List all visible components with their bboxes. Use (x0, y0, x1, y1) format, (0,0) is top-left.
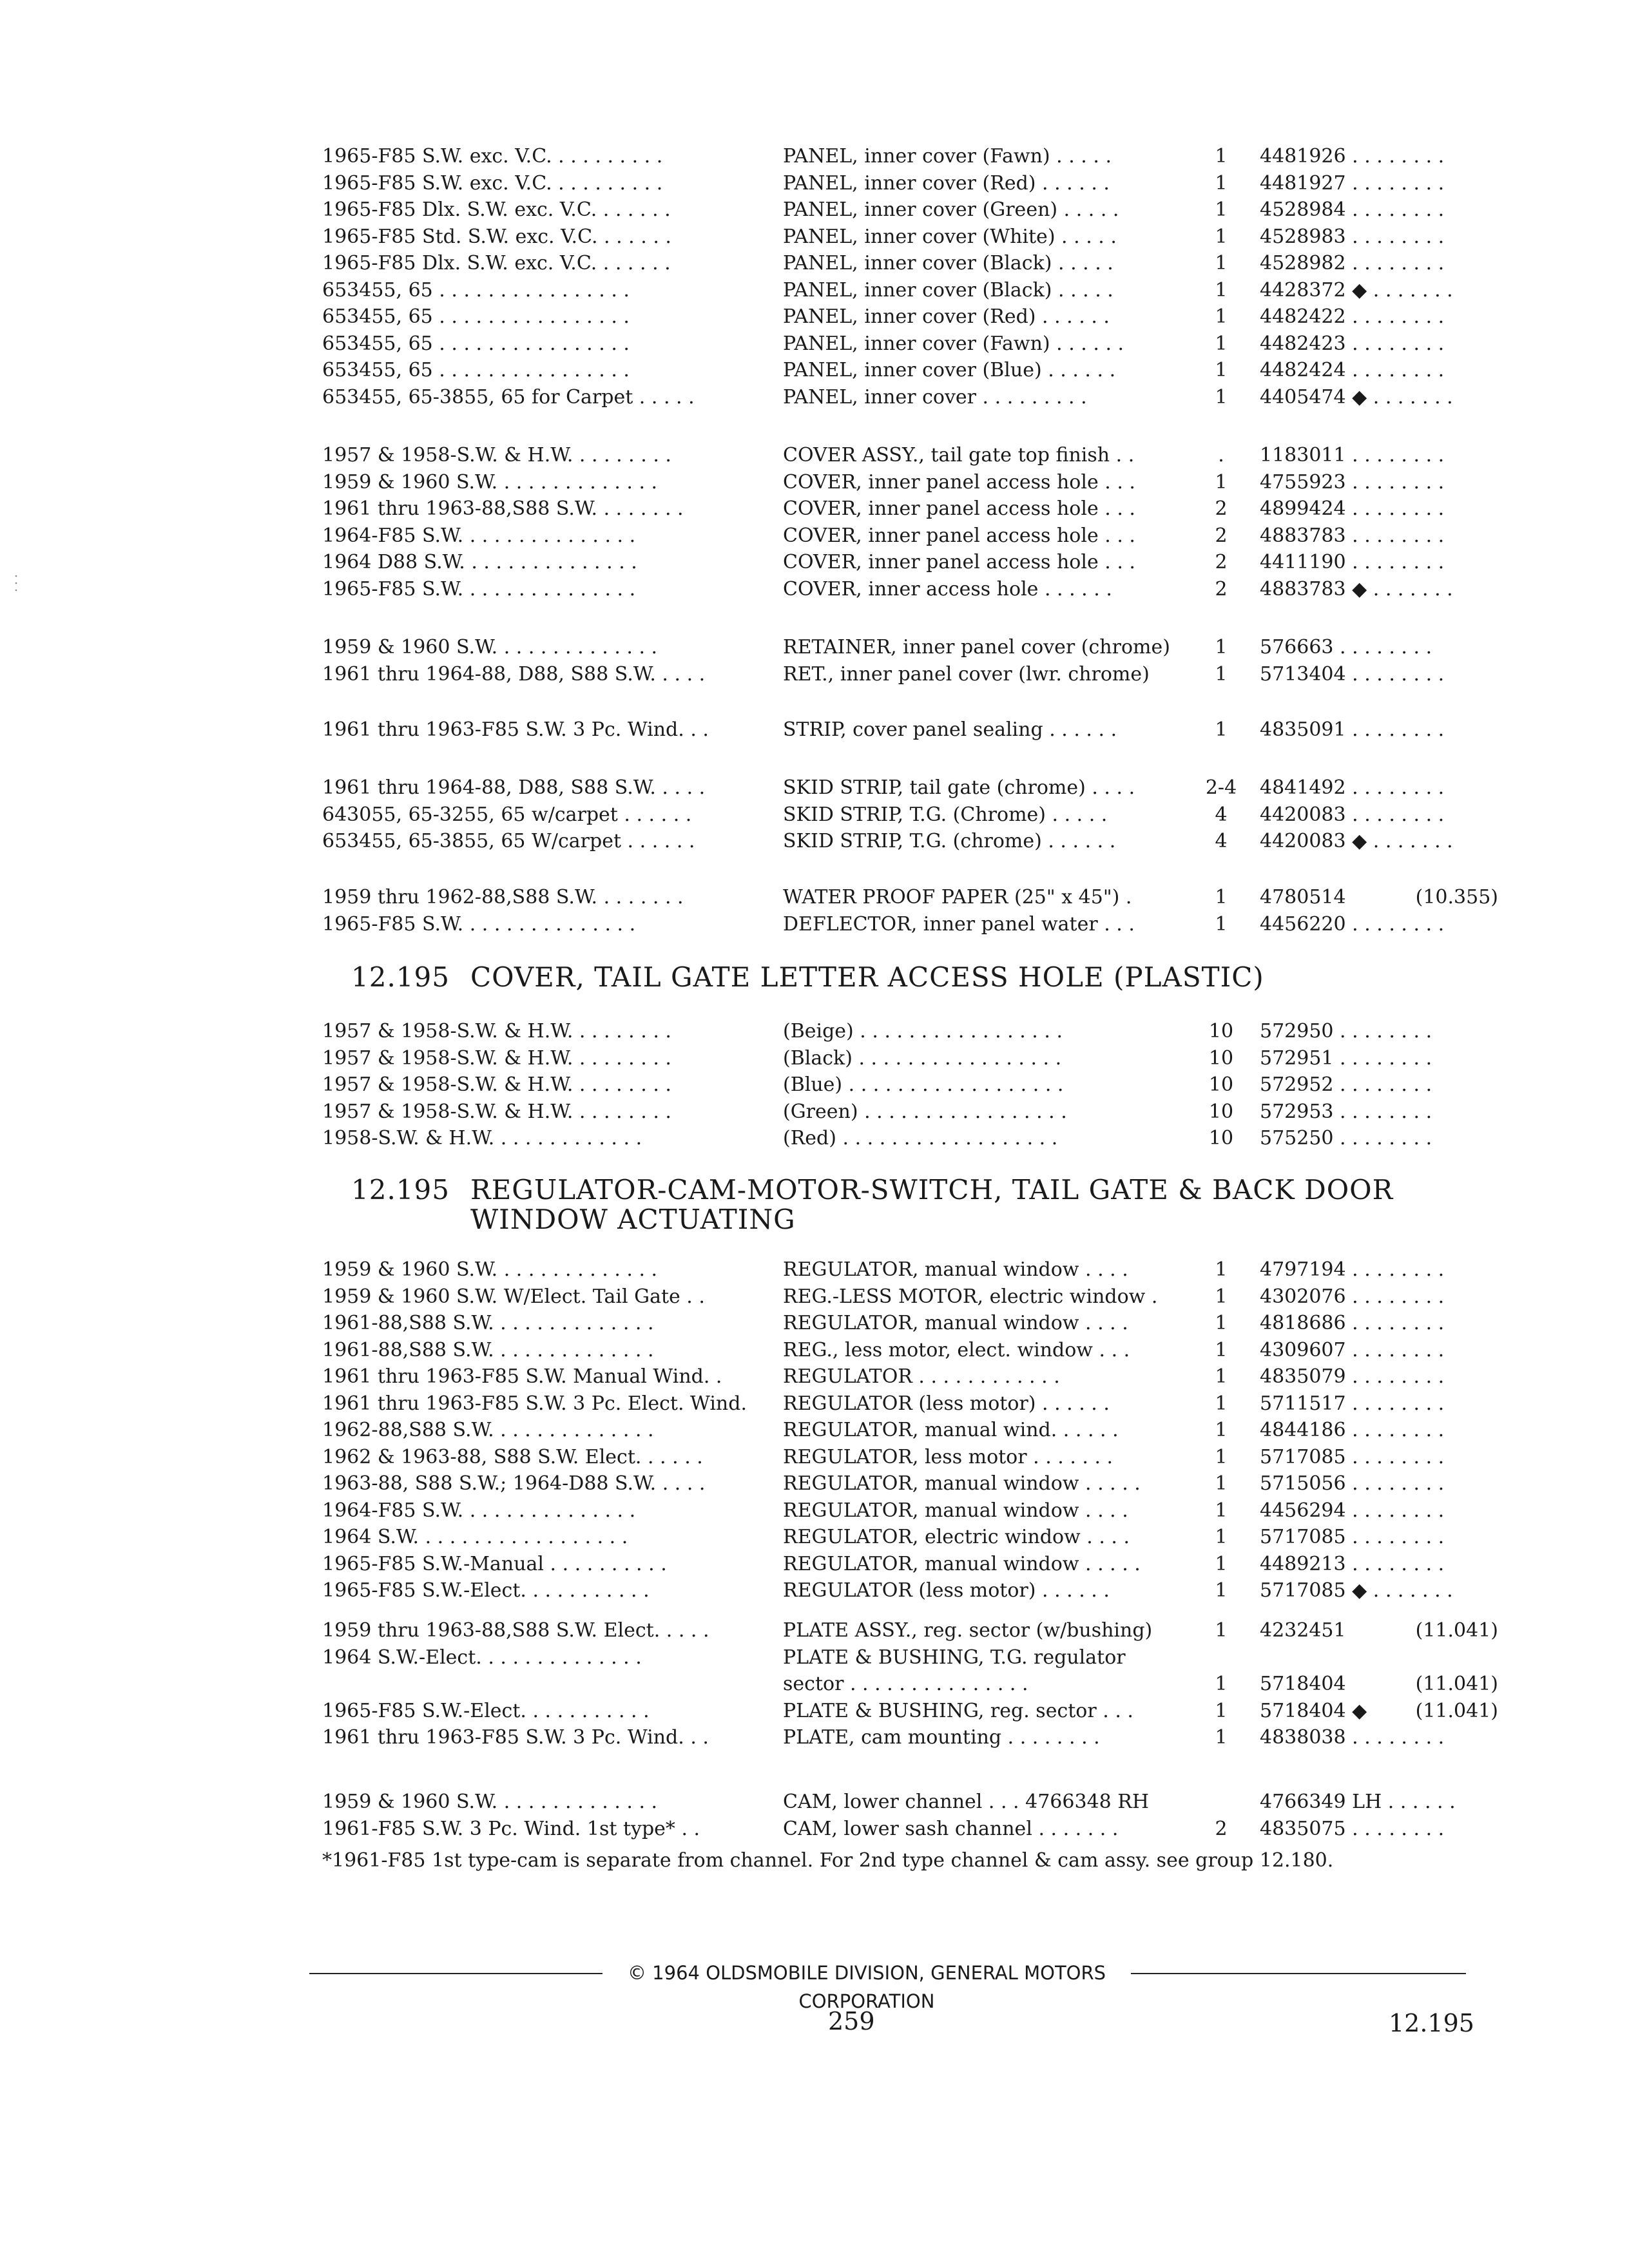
application-text: 1961 thru 1963-88,S88 S.W. . . . . . . . (322, 497, 684, 520)
part-number-text: 4835091 . . . . . . . . (1260, 718, 1445, 741)
part-number-text: 5717085 . . . . . . . . (1260, 1446, 1445, 1468)
description-text: SKID STRIP, T.G. (chrome) . . . . . . (783, 830, 1116, 852)
application-text: 653455, 65-3855, 65 W/carpet . . . . . . (322, 830, 695, 852)
part-number-text: 5718404 (1260, 1673, 1346, 1695)
description-text: REGULATOR (less motor) . . . . . . (783, 1392, 1110, 1415)
heading-title: REGULATOR-CAM-MOTOR-SWITCH, TAIL GATE & BACK DOOR (470, 1174, 1394, 1206)
part-number-text: 4411190 . . . . . . . . (1260, 551, 1445, 573)
description-text: SKID STRIP, tail gate (chrome) . . . . (783, 776, 1135, 799)
quantity-text: 1 (1215, 1446, 1228, 1468)
description-text: PANEL, inner cover (Black) . . . . . (783, 252, 1113, 274)
application-text: 1958-S.W. & H.W. . . . . . . . . . . . . (322, 1127, 642, 1149)
description-text: REGULATOR, manual window . . . . (783, 1258, 1128, 1281)
quantity-text: 1 (1215, 1365, 1228, 1388)
application-text: 1959 & 1960 S.W. . . . . . . . . . . . . . (322, 636, 658, 658)
part-row (0, 1497, 1629, 1524)
application-text: 1959 & 1960 S.W. . . . . . . . . . . . . . (322, 1791, 658, 1813)
part-number-text: 4899424 . . . . . . . . (1260, 497, 1445, 520)
quantity-text: 1 (1215, 663, 1228, 686)
part-number-text: 572952 . . . . . . . . (1260, 1073, 1432, 1096)
description-text: REGULATOR, less motor . . . . . . . (783, 1446, 1113, 1468)
application-text: 1961-F85 S.W. 3 Pc. Wind. 1st type* . . (322, 1818, 700, 1840)
part-row (0, 1577, 1629, 1604)
quantity-text: 1 (1215, 1258, 1228, 1281)
application-text: 1964-F85 S.W. . . . . . . . . . . . . . . (322, 524, 636, 547)
part-row (0, 1283, 1629, 1311)
application-text: 1959 thru 1963-88,S88 S.W. Elect. . . . . (322, 1619, 709, 1642)
part-row (0, 634, 1629, 661)
part-number-text: 5718404 ◆ (1260, 1700, 1367, 1722)
application-text: 1957 & 1958-S.W. & H.W. . . . . . . . . (322, 444, 671, 466)
part-row (0, 1018, 1629, 1045)
quantity-text: 1 (1215, 1700, 1228, 1722)
application-text: 1965-F85 Dlx. S.W. exc. V.C. . . . . . . (322, 252, 671, 274)
quantity-text: 4 (1215, 830, 1228, 852)
application-text: 653455, 65 . . . . . . . . . . . . . . . . (322, 279, 630, 302)
application-text: 1961 thru 1963-F85 S.W. 3 Pc. Wind. . . (322, 1726, 709, 1749)
description-text: STRIP, cover panel sealing . . . . . . (783, 718, 1117, 741)
part-row (0, 469, 1629, 496)
part-number-text: 4755923 . . . . . . . . (1260, 471, 1445, 494)
part-row (0, 661, 1629, 688)
heading-number: 12.195 (351, 961, 450, 993)
part-number-text: 4835079 . . . . . . . . (1260, 1365, 1445, 1388)
application-text: 1957 & 1958-S.W. & H.W. . . . . . . . . (322, 1047, 671, 1070)
quantity-text: 10 (1208, 1073, 1234, 1096)
description-text: CAM, lower channel . . . 4766348 RH (783, 1791, 1150, 1813)
section-heading (351, 1174, 1394, 1235)
part-number-text: 5717085 ◆ . . . . . . . (1260, 1579, 1453, 1602)
part-row (0, 143, 1629, 170)
part-row (0, 197, 1629, 224)
quantity-text: 10 (1208, 1127, 1234, 1149)
part-number-text: 4489213 . . . . . . . . (1260, 1553, 1445, 1575)
part-row (0, 774, 1629, 802)
application-text: 1957 & 1958-S.W. & H.W. . . . . . . . . (322, 1100, 671, 1123)
description-text: WATER PROOF PAPER (25" x 45") . (783, 886, 1132, 908)
description-text: REGULATOR, electric window . . . . (783, 1526, 1130, 1548)
description-text: COVER, inner panel access hole . . . (783, 524, 1135, 547)
heading-subtitle: WINDOW ACTUATING (470, 1204, 796, 1235)
description-text: (Blue) . . . . . . . . . . . . . . . . . . (783, 1073, 1064, 1096)
description-text: PLATE, cam mounting . . . . . . . . (783, 1726, 1100, 1749)
quantity-text: 1 (1215, 1553, 1228, 1575)
quantity-text: 1 (1215, 1526, 1228, 1548)
quantity-text: 1 (1215, 252, 1228, 274)
application-text: 1959 & 1960 S.W. . . . . . . . . . . . . . (322, 1258, 658, 1281)
scan-speck-mark (14, 573, 18, 593)
part-row (0, 716, 1629, 744)
part-row (0, 802, 1629, 829)
quantity-text: 1 (1215, 1726, 1228, 1749)
section-heading (351, 963, 1264, 992)
application-text: 1957 & 1958-S.W. & H.W. . . . . . . . . (322, 1073, 671, 1096)
description-text: REGULATOR, manual window . . . . (783, 1499, 1128, 1522)
quantity-text: . (1218, 444, 1224, 466)
quantity-text: 1 (1215, 1312, 1228, 1334)
application-text: 1965-F85 S.W. exc. V.C. . . . . . . . . . (322, 145, 663, 168)
part-row (0, 911, 1629, 938)
description-text: PANEL, inner cover (Black) . . . . . (783, 279, 1113, 302)
group-reference-text: (10.355) (1415, 886, 1498, 908)
application-text: 1965-F85 S.W.-Elect. . . . . . . . . . . (322, 1700, 650, 1722)
part-number-text: 4797194 . . . . . . . . (1260, 1258, 1445, 1281)
part-number-text: 4780514 (1260, 886, 1346, 908)
page-number: 259 (828, 2007, 875, 2035)
part-row (0, 1524, 1629, 1551)
description-text: RET., inner panel cover (lwr. chrome) (783, 663, 1150, 686)
application-text: 1964 S.W. . . . . . . . . . . . . . . . . . (322, 1526, 628, 1548)
part-number-text: 5711517 . . . . . . . . (1260, 1392, 1445, 1415)
description-text: RETAINER, inner panel cover (chrome) (783, 636, 1170, 658)
part-row (0, 357, 1629, 384)
part-row (0, 1671, 1629, 1698)
quantity-text: 1 (1215, 172, 1228, 195)
application-text: 1965-F85 S.W. . . . . . . . . . . . . . . (322, 578, 636, 601)
part-row (0, 170, 1629, 197)
description-text: COVER ASSY., tail gate top finish . . (783, 444, 1135, 466)
quantity-text: 10 (1208, 1020, 1234, 1043)
description-text: REG.-LESS MOTOR, electric window . (783, 1285, 1158, 1308)
part-row (0, 1390, 1629, 1418)
description-text: (Red) . . . . . . . . . . . . . . . . . . (783, 1127, 1058, 1149)
quantity-text: 1 (1215, 1499, 1228, 1522)
part-row (0, 1099, 1629, 1126)
description-text: PANEL, inner cover (Fawn) . . . . . . (783, 332, 1124, 355)
copyright-notice: © 1964 OLDSMOBILE DIVISION, GENERAL MOTORS CORPORATION (627, 1962, 1106, 2012)
part-row (0, 1417, 1629, 1444)
description-text: REGULATOR, manual window . . . . . (783, 1472, 1141, 1495)
quantity-text: 1 (1215, 145, 1228, 168)
part-row (0, 303, 1629, 331)
part-row (0, 1617, 1629, 1644)
description-text: PANEL, inner cover (Fawn) . . . . . (783, 145, 1112, 168)
part-number-text: 572953 . . . . . . . . (1260, 1100, 1432, 1123)
application-text: 1961 thru 1964-88, D88, S88 S.W. . . . . (322, 663, 706, 686)
description-text: sector . . . . . . . . . . . . . . . (783, 1673, 1028, 1695)
part-number-text: 575250 . . . . . . . . (1260, 1127, 1432, 1149)
application-text: 653455, 65 . . . . . . . . . . . . . . . . (322, 305, 630, 328)
part-row (0, 549, 1629, 576)
quantity-text: 1 (1215, 1392, 1228, 1415)
application-text: 1961 thru 1963-F85 S.W. 3 Pc. Wind. . . (322, 718, 709, 741)
application-text: 1965-F85 S.W. . . . . . . . . . . . . . . (322, 913, 636, 936)
description-text: COVER, inner access hole . . . . . . (783, 578, 1112, 601)
part-row (0, 1698, 1629, 1725)
footer-rule-left (309, 1973, 602, 1974)
quantity-text: 1 (1215, 332, 1228, 355)
part-row (0, 1444, 1629, 1471)
application-text: 1961 thru 1964-88, D88, S88 S.W. . . . . (322, 776, 706, 799)
description-text: CAM, lower sash channel . . . . . . . (783, 1818, 1119, 1840)
part-row (0, 277, 1629, 304)
part-number-text: 4528982 . . . . . . . . (1260, 252, 1445, 274)
application-text: 1961 thru 1963-F85 S.W. Manual Wind. . (322, 1365, 722, 1388)
description-text: PANEL, inner cover (Red) . . . . . . (783, 305, 1110, 328)
footer-rule-right (1131, 1973, 1466, 1974)
quantity-text: 1 (1215, 1472, 1228, 1495)
application-text: 1961-88,S88 S.W. . . . . . . . . . . . . . (322, 1312, 654, 1334)
description-text: (Black) . . . . . . . . . . . . . . . . . (783, 1047, 1062, 1070)
quantity-text: 1 (1215, 886, 1228, 908)
group-reference-text: (11.041) (1415, 1700, 1498, 1722)
quantity-text: 2 (1215, 578, 1228, 601)
part-row (0, 1125, 1629, 1152)
part-row (0, 884, 1629, 911)
application-text: 1959 thru 1962-88,S88 S.W. . . . . . . . (322, 886, 684, 908)
part-number-text: 4456294 . . . . . . . . (1260, 1499, 1445, 1522)
quantity-text: 1 (1215, 305, 1228, 328)
application-text: 1961-88,S88 S.W. . . . . . . . . . . . . . (322, 1339, 654, 1361)
application-text: 653455, 65 . . . . . . . . . . . . . . . . (322, 332, 630, 355)
heading-title: COVER, TAIL GATE LETTER ACCESS HOLE (PLASTIC) (470, 961, 1264, 993)
description-text: PLATE & BUSHING, T.G. regulator (783, 1646, 1126, 1669)
part-number-text: 4232451 (1260, 1619, 1346, 1642)
part-number-text: 4528983 . . . . . . . . (1260, 226, 1445, 248)
part-row (0, 1072, 1629, 1099)
application-text: 1964 D88 S.W. . . . . . . . . . . . . . . (322, 551, 637, 573)
part-row (0, 828, 1629, 855)
description-text: REGULATOR, manual window . . . . . (783, 1553, 1141, 1575)
part-number-text: 4482423 . . . . . . . . (1260, 332, 1445, 355)
part-number-text: 4302076 . . . . . . . . (1260, 1285, 1445, 1308)
part-number-text: 4420083 ◆ . . . . . . . (1260, 830, 1453, 852)
part-number-text: 572951 . . . . . . . . (1260, 1047, 1432, 1070)
part-row (0, 1816, 1629, 1843)
part-row (0, 1256, 1629, 1283)
part-number-text: 4428372 ◆ . . . . . . . (1260, 279, 1453, 302)
description-text: PANEL, inner cover (White) . . . . . (783, 226, 1117, 248)
description-text: PLATE ASSY., reg. sector (w/bushing) (783, 1619, 1153, 1642)
application-text: 1965-F85 S.W.-Elect. . . . . . . . . . . (322, 1579, 650, 1602)
application-text: 1957 & 1958-S.W. & H.W. . . . . . . . . (322, 1020, 671, 1043)
part-row (0, 523, 1629, 550)
quantity-text: 2 (1215, 524, 1228, 547)
quantity-text: 1 (1215, 1339, 1228, 1361)
quantity-text: 1 (1215, 1419, 1228, 1441)
quantity-text: 1 (1215, 718, 1228, 741)
part-number-text: 4883783 ◆ . . . . . . . (1260, 578, 1453, 601)
part-row (0, 1045, 1629, 1072)
quantity-text: 1 (1215, 1285, 1228, 1308)
quantity-text: 1 (1215, 1673, 1228, 1695)
part-row (0, 495, 1629, 523)
quantity-text: 1 (1215, 471, 1228, 494)
quantity-text: 1 (1215, 1619, 1228, 1642)
description-text: COVER, inner panel access hole . . . (783, 471, 1135, 494)
part-number-text: 4481927 . . . . . . . . (1260, 172, 1445, 195)
quantity-text: 10 (1208, 1100, 1234, 1123)
part-row (0, 224, 1629, 251)
application-text: 1964-F85 S.W. . . . . . . . . . . . . . . (322, 1499, 636, 1522)
part-number-text: 4420083 . . . . . . . . (1260, 803, 1445, 826)
part-row (0, 1363, 1629, 1390)
part-row (0, 1724, 1629, 1751)
quantity-text: 2 (1215, 1818, 1228, 1840)
footnote: *1961-F85 1st type-cam is separate from channel. For 2nd type channel & cam assy. see group 12.180. (322, 1849, 1334, 1872)
part-row (0, 442, 1629, 469)
part-number-text: 576663 . . . . . . . . (1260, 636, 1432, 658)
application-text: 653455, 65 . . . . . . . . . . . . . . . . (322, 359, 630, 381)
description-text: PLATE & BUSHING, reg. sector . . . (783, 1700, 1133, 1722)
description-text: PANEL, inner cover (Blue) . . . . . . (783, 359, 1116, 381)
part-number-text: 4481926 . . . . . . . . (1260, 145, 1445, 168)
quantity-text: 2 (1215, 551, 1228, 573)
application-text: 643055, 65-3255, 65 w/carpet . . . . . . (322, 803, 692, 826)
part-number-text: 4838038 . . . . . . . . (1260, 1726, 1445, 1749)
quantity-text: 2 (1215, 497, 1228, 520)
application-text: 1964 S.W.-Elect. . . . . . . . . . . . . . (322, 1646, 642, 1669)
group-reference-text: (11.041) (1415, 1619, 1498, 1642)
description-text: COVER, inner panel access hole . . . (783, 551, 1135, 573)
part-number-text: 4482424 . . . . . . . . (1260, 359, 1445, 381)
quantity-text: 1 (1215, 279, 1228, 302)
part-number-text: 4835075 . . . . . . . . (1260, 1818, 1445, 1840)
part-number-text: 4482422 . . . . . . . . (1260, 305, 1445, 328)
quantity-text: 1 (1215, 636, 1228, 658)
part-row (0, 250, 1629, 277)
quantity-text: 1 (1215, 913, 1228, 936)
quantity-text: 1 (1215, 386, 1228, 408)
quantity-text: 4 (1215, 803, 1228, 826)
part-row (0, 1470, 1629, 1497)
part-number-text: 572950 . . . . . . . . (1260, 1020, 1432, 1043)
part-row (0, 1337, 1629, 1364)
heading-number: 12.195 (351, 1174, 450, 1206)
part-number-text: 4528984 . . . . . . . . (1260, 198, 1445, 221)
quantity-text: 2-4 (1205, 776, 1237, 799)
quantity-text: 1 (1215, 198, 1228, 221)
part-number-text: 4818686 . . . . . . . . (1260, 1312, 1445, 1334)
part-number-text: 5717085 . . . . . . . . (1260, 1526, 1445, 1548)
part-number-text: 5715056 . . . . . . . . (1260, 1472, 1445, 1495)
application-text: 653455, 65-3855, 65 for Carpet . . . . . (322, 386, 695, 408)
part-row (0, 1644, 1629, 1671)
application-text: 1962-88,S88 S.W. . . . . . . . . . . . . . (322, 1419, 654, 1441)
part-row (0, 1551, 1629, 1578)
quantity-text: 1 (1215, 226, 1228, 248)
part-number-text: 4405474 ◆ . . . . . . . (1260, 386, 1453, 408)
application-text: 1965-F85 Std. S.W. exc. V.C. . . . . . . (322, 226, 671, 248)
description-text: DEFLECTOR, inner panel water . . . (783, 913, 1135, 936)
part-row (0, 576, 1629, 603)
part-row (0, 331, 1629, 358)
description-text: PANEL, inner cover . . . . . . . . . (783, 386, 1087, 408)
quantity-text: 10 (1208, 1047, 1234, 1070)
description-text: REGULATOR . . . . . . . . . . . . (783, 1365, 1060, 1388)
description-text: SKID STRIP, T.G. (Chrome) . . . . . (783, 803, 1108, 826)
description-text: PANEL, inner cover (Red) . . . . . . (783, 172, 1110, 195)
part-number-text: 4766349 LH . . . . . . (1260, 1791, 1456, 1813)
part-number-text: 5713404 . . . . . . . . (1260, 663, 1445, 686)
part-row (0, 1789, 1629, 1816)
quantity-text: 1 (1215, 359, 1228, 381)
description-text: PANEL, inner cover (Green) . . . . . (783, 198, 1119, 221)
group-reference-text: (11.041) (1415, 1673, 1498, 1695)
application-text: 1963-88, S88 S.W.; 1964-D88 S.W. . . . . (322, 1472, 706, 1495)
part-number-text: 1183011 . . . . . . . . (1260, 444, 1445, 466)
application-text: 1962 & 1963-88, S88 S.W. Elect. . . . . . (322, 1446, 703, 1468)
description-text: (Green) . . . . . . . . . . . . . . . . . (783, 1100, 1067, 1123)
application-text: 1965-F85 S.W. exc. V.C. . . . . . . . . . (322, 172, 663, 195)
quantity-text: 1 (1215, 1579, 1228, 1602)
part-number-text: 4309607 . . . . . . . . (1260, 1339, 1445, 1361)
application-text: 1961 thru 1963-F85 S.W. 3 Pc. Elect. Wind. (322, 1392, 747, 1415)
part-number-text: 4883783 . . . . . . . . (1260, 524, 1445, 547)
description-text: COVER, inner panel access hole . . . (783, 497, 1135, 520)
part-number-text: 4844186 . . . . . . . . (1260, 1419, 1445, 1441)
description-text: REGULATOR (less motor) . . . . . . (783, 1579, 1110, 1602)
description-text: (Beige) . . . . . . . . . . . . . . . . . (783, 1020, 1063, 1043)
application-text: 1965-F85 Dlx. S.W. exc. V.C. . . . . . . (322, 198, 671, 221)
part-row (0, 384, 1629, 411)
part-number-text: 4841492 . . . . . . . . (1260, 776, 1445, 799)
part-row (0, 1310, 1629, 1337)
section-number: 12.195 (1389, 2009, 1474, 2037)
description-text: REG., less motor, elect. window . . . (783, 1339, 1130, 1361)
application-text: 1959 & 1960 S.W. W/Elect. Tail Gate . . (322, 1285, 705, 1308)
description-text: REGULATOR, manual wind. . . . . . (783, 1419, 1119, 1441)
application-text: 1965-F85 S.W.-Manual . . . . . . . . . . (322, 1553, 667, 1575)
description-text: REGULATOR, manual window . . . . (783, 1312, 1128, 1334)
part-number-text: 4456220 . . . . . . . . (1260, 913, 1445, 936)
application-text: 1959 & 1960 S.W. . . . . . . . . . . . . . (322, 471, 658, 494)
